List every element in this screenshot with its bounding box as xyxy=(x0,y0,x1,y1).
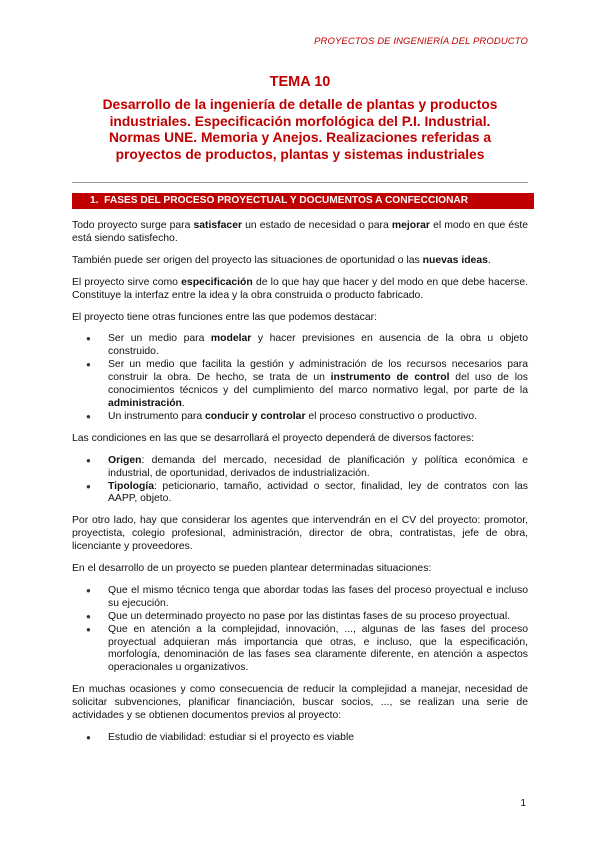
page-title: Desarrollo de la ingeniería de detalle de plantas y productos industriales. Especificación morfológica del P.I. Industrial. Normas UNE. Memoria y Anejos. Realizaciones referidas a proyectos de productos, plantas y sistemas industriales xyxy=(102,97,498,162)
functions-list xyxy=(72,333,528,423)
list-item: ● Que el mismo técnico tenga que abordar todas las fases del proceso proyectual e incluso su ejecución. xyxy=(108,585,528,611)
list-item: ● Ser un medio para modelar y hacer previsiones en ausencia de la obra u objeto construido. xyxy=(108,333,528,359)
situations-list xyxy=(72,585,528,675)
list-item: ● Que un determinado proyecto no pase por las distintas fases de su proceso proyectual. xyxy=(108,611,528,624)
section-number: 1. xyxy=(90,195,99,206)
paragraph: Por otro lado, hay que considerar los agentes que intervendrán en el CV del proyecto: promotor, proyectista, colegio profesional, administración, director de obra, contratistas, jefe de obra, licenciante y proveedores. xyxy=(72,515,528,553)
tema-heading: TEMA 10 xyxy=(269,74,331,90)
paragraph: El proyecto tiene otras funciones entre las que podemos destacar: xyxy=(72,311,377,323)
list-item: ● Que en atención a la complejidad, innovación, ..., algunas de las fases del proceso proyectual adquieran más importancia que otras, e incluso, que la especificación, morfología, denominación de las fases sea claramente diferente, en atención a aspectos operacionales u organizativos. xyxy=(108,624,528,676)
list-item: ● Origen: demanda del mercado, necesidad de planificación y política económica e industrial, de oportunidad, derivados de industrialización. xyxy=(108,455,528,481)
list-item: ● Tipología: peticionario, tamaño, actividad o sector, finalidad, ley de contratos con las AAPP, objeto. xyxy=(108,481,528,507)
paragraph: En muchas ocasiones y como consecuencia de reducir la complejidad a manejar, necesidad de solicitar subvenciones, planificar financiación, buscar socios, ..., se realizan una serie de actividades y se obtienen documentos previos al proyecto: xyxy=(72,684,528,722)
page-number: 1 xyxy=(520,798,526,809)
running-header: PROYECTOS DE INGENIERÍA DEL PRODUCTO xyxy=(314,36,528,47)
list-item: ● Ser un medio que facilita la gestión y administración de los recursos necesarios para construir la obra. De hecho, se trata de un instrumento de control del uso de los conocimientos técnicos y del cumplimiento del marco normativo legal, por parte de la administración. xyxy=(108,359,528,411)
paragraph: Todo proyecto surge para satisfacer un estado de necesidad o para mejorar el modo en que éste está siendo satisfecho. xyxy=(72,220,528,244)
list-item: ● Un instrumento para conducir y controlar el proceso constructivo o productivo. xyxy=(108,411,528,424)
title-divider xyxy=(72,182,528,183)
list-item: ● Estudio de viabilidad: estudiar si el proyecto es viable xyxy=(108,732,528,745)
paragraph: También puede ser origen del proyecto las situaciones de oportunidad o las nuevas ideas. xyxy=(72,254,491,266)
previous-documents-list xyxy=(72,732,528,745)
paragraph: En el desarrollo de un proyecto se pueden plantear determinadas situaciones: xyxy=(72,563,432,575)
section-label: FASES DEL PROCESO PROYECTUAL Y DOCUMENTOS A CONFECCIONAR xyxy=(104,195,469,206)
paragraph: El proyecto sirve como especificación de lo que hay que hacer y del modo en que debe hacerse. Constituye la interfaz entre la idea y la obra construida o producto fabricado. xyxy=(72,276,528,301)
section-heading xyxy=(72,193,534,209)
paragraph: Las condiciones en las que se desarrollará el proyecto dependerá de diversos factores: xyxy=(72,432,475,444)
factors-list xyxy=(72,455,528,507)
document-body xyxy=(72,220,528,754)
